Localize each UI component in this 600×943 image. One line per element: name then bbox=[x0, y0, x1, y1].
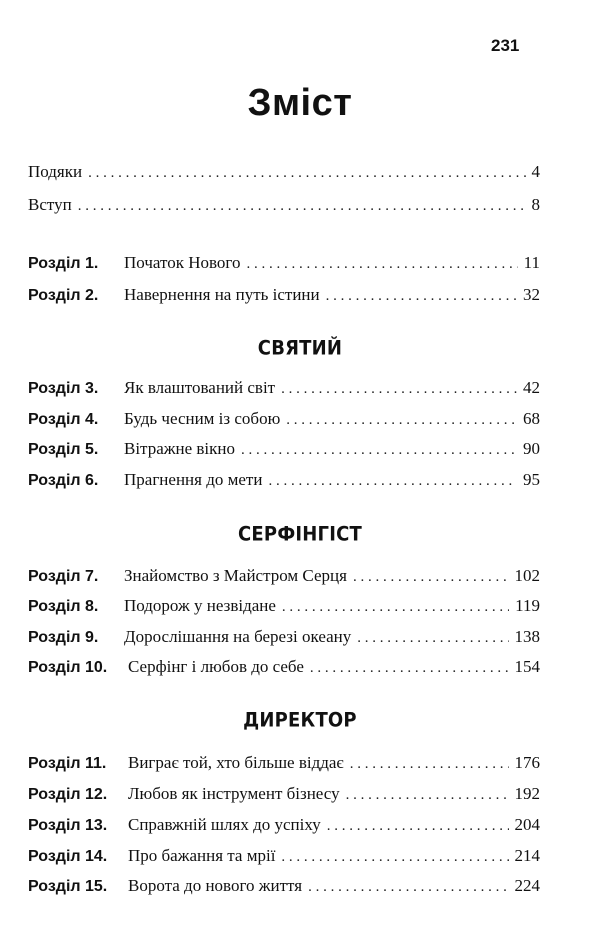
page-number: 231 bbox=[491, 36, 520, 55]
chapter-label: Розділ 6. bbox=[28, 472, 99, 489]
dot-leader bbox=[353, 569, 509, 586]
dot-leader bbox=[327, 818, 509, 835]
chapter-label: Розділ 2. bbox=[28, 287, 99, 304]
page-title: Зміст bbox=[247, 82, 353, 124]
dot-leader bbox=[286, 412, 517, 429]
dot-leader bbox=[350, 756, 509, 773]
toc-entry-title: Вітражне вікно bbox=[124, 439, 235, 458]
toc-entry-chapter-5[interactable] bbox=[28, 439, 540, 463]
chapter-label: Розділ 15. bbox=[28, 878, 108, 895]
toc-entry-title: Початок Нового bbox=[124, 253, 241, 272]
chapter-label: Розділ 5. bbox=[28, 441, 99, 458]
chapter-label: Розділ 1. bbox=[28, 255, 99, 272]
toc-entry-page: 204 bbox=[514, 815, 540, 834]
dot-leader bbox=[326, 288, 517, 305]
chapter-label: Розділ 11. bbox=[28, 755, 107, 772]
dot-leader bbox=[308, 879, 508, 896]
toc-entry-page: 192 bbox=[514, 784, 540, 803]
toc-entry-page: 4 bbox=[531, 162, 540, 181]
chapter-label: Розділ 10. bbox=[28, 659, 108, 676]
toc-entry-page: 11 bbox=[523, 253, 540, 272]
section-heading-saint: СВЯТИЙ bbox=[257, 337, 343, 360]
toc-entry-introduction[interactable] bbox=[28, 195, 540, 219]
toc-entry-chapter-7[interactable] bbox=[28, 566, 540, 590]
chapter-label: Розділ 3. bbox=[28, 380, 99, 397]
chapter-label: Розділ 12. bbox=[28, 786, 108, 803]
chapter-label: Розділ 7. bbox=[28, 568, 99, 585]
toc-entry-page: 138 bbox=[514, 627, 540, 646]
toc-entry-title: Прагнення до мети bbox=[124, 470, 263, 489]
toc-entry-chapter-8[interactable] bbox=[28, 596, 540, 620]
chapter-label: Розділ 13. bbox=[28, 817, 108, 834]
toc-entry-chapter-10[interactable] bbox=[28, 657, 540, 681]
toc-entry-page: 154 bbox=[514, 657, 540, 676]
toc-entry-page: 32 bbox=[523, 285, 540, 304]
toc-entry-page: 68 bbox=[523, 409, 540, 428]
toc-entry-title: Виграє той, хто більше віддає bbox=[128, 753, 344, 772]
toc-entry-chapter-9[interactable] bbox=[28, 627, 540, 651]
toc-entry-page: 176 bbox=[514, 753, 540, 772]
dot-leader bbox=[346, 787, 509, 804]
toc-entry-title: Подяки bbox=[28, 162, 83, 181]
toc-entry-title: Серфінг і любов до себе bbox=[128, 657, 304, 676]
toc-entry-title: Ворота до нового життя bbox=[128, 876, 303, 895]
dot-leader bbox=[282, 599, 509, 616]
chapter-label: Розділ 14. bbox=[28, 848, 108, 865]
toc-entry-title: Вступ bbox=[28, 195, 72, 214]
toc-entry-chapter-11[interactable] bbox=[28, 753, 540, 777]
dot-leader bbox=[281, 849, 508, 866]
dot-leader bbox=[246, 256, 517, 273]
toc-entry-page: 102 bbox=[514, 566, 540, 585]
toc-entry-acknowledgements[interactable] bbox=[28, 162, 540, 186]
toc-entry-chapter-13[interactable] bbox=[28, 815, 540, 839]
chapter-label: Розділ 4. bbox=[28, 411, 99, 428]
toc-entry-chapter-2[interactable] bbox=[28, 285, 540, 309]
toc-entry-title: Про бажання та мрії bbox=[128, 846, 276, 865]
toc-entry-chapter-3[interactable] bbox=[28, 378, 540, 402]
toc-entry-chapter-1[interactable] bbox=[28, 253, 540, 277]
toc-entry-page: 119 bbox=[515, 596, 540, 615]
toc-entry-title: Подорож у незвідане bbox=[124, 596, 276, 615]
toc-entry-page: 224 bbox=[514, 876, 540, 895]
dot-leader bbox=[268, 473, 517, 490]
toc-entry-page: 214 bbox=[514, 846, 540, 865]
toc-entry-page: 95 bbox=[523, 470, 540, 489]
toc-entry-title: Любов як інструмент бізнесу bbox=[128, 784, 340, 803]
toc-entry-title: Як влаштований світ bbox=[124, 378, 276, 397]
section-heading-surfer: СЕРФІНГІСТ bbox=[238, 523, 362, 546]
toc-entry-title: Дорослішання на березі океану bbox=[124, 627, 352, 646]
toc-entry-title: Знайомство з Майстром Серця bbox=[124, 566, 347, 585]
toc-entry-page: 8 bbox=[531, 195, 540, 214]
section-heading-director: ДИРЕКТОР bbox=[243, 709, 357, 732]
chapter-label: Розділ 8. bbox=[28, 598, 99, 615]
toc-entry-title: Навернення на путь істини bbox=[124, 285, 320, 304]
toc-entry-title: Будь чесним із собою bbox=[124, 409, 281, 428]
dot-leader bbox=[281, 381, 517, 398]
toc-entry-page: 42 bbox=[523, 378, 540, 397]
toc-entry-chapter-6[interactable] bbox=[28, 470, 540, 494]
dot-leader bbox=[357, 630, 508, 647]
toc-entry-title: Справжній шлях до успіху bbox=[128, 815, 321, 834]
toc-entry-chapter-14[interactable] bbox=[28, 846, 540, 870]
dot-leader bbox=[241, 442, 517, 459]
toc-entry-chapter-12[interactable] bbox=[28, 784, 540, 808]
dot-leader bbox=[88, 165, 525, 182]
dot-leader bbox=[78, 198, 526, 215]
toc-entry-page: 90 bbox=[523, 439, 540, 458]
toc-entry-chapter-4[interactable] bbox=[28, 409, 540, 433]
dot-leader bbox=[310, 660, 509, 677]
toc-entry-chapter-15[interactable] bbox=[28, 876, 540, 900]
chapter-label: Розділ 9. bbox=[28, 629, 99, 646]
